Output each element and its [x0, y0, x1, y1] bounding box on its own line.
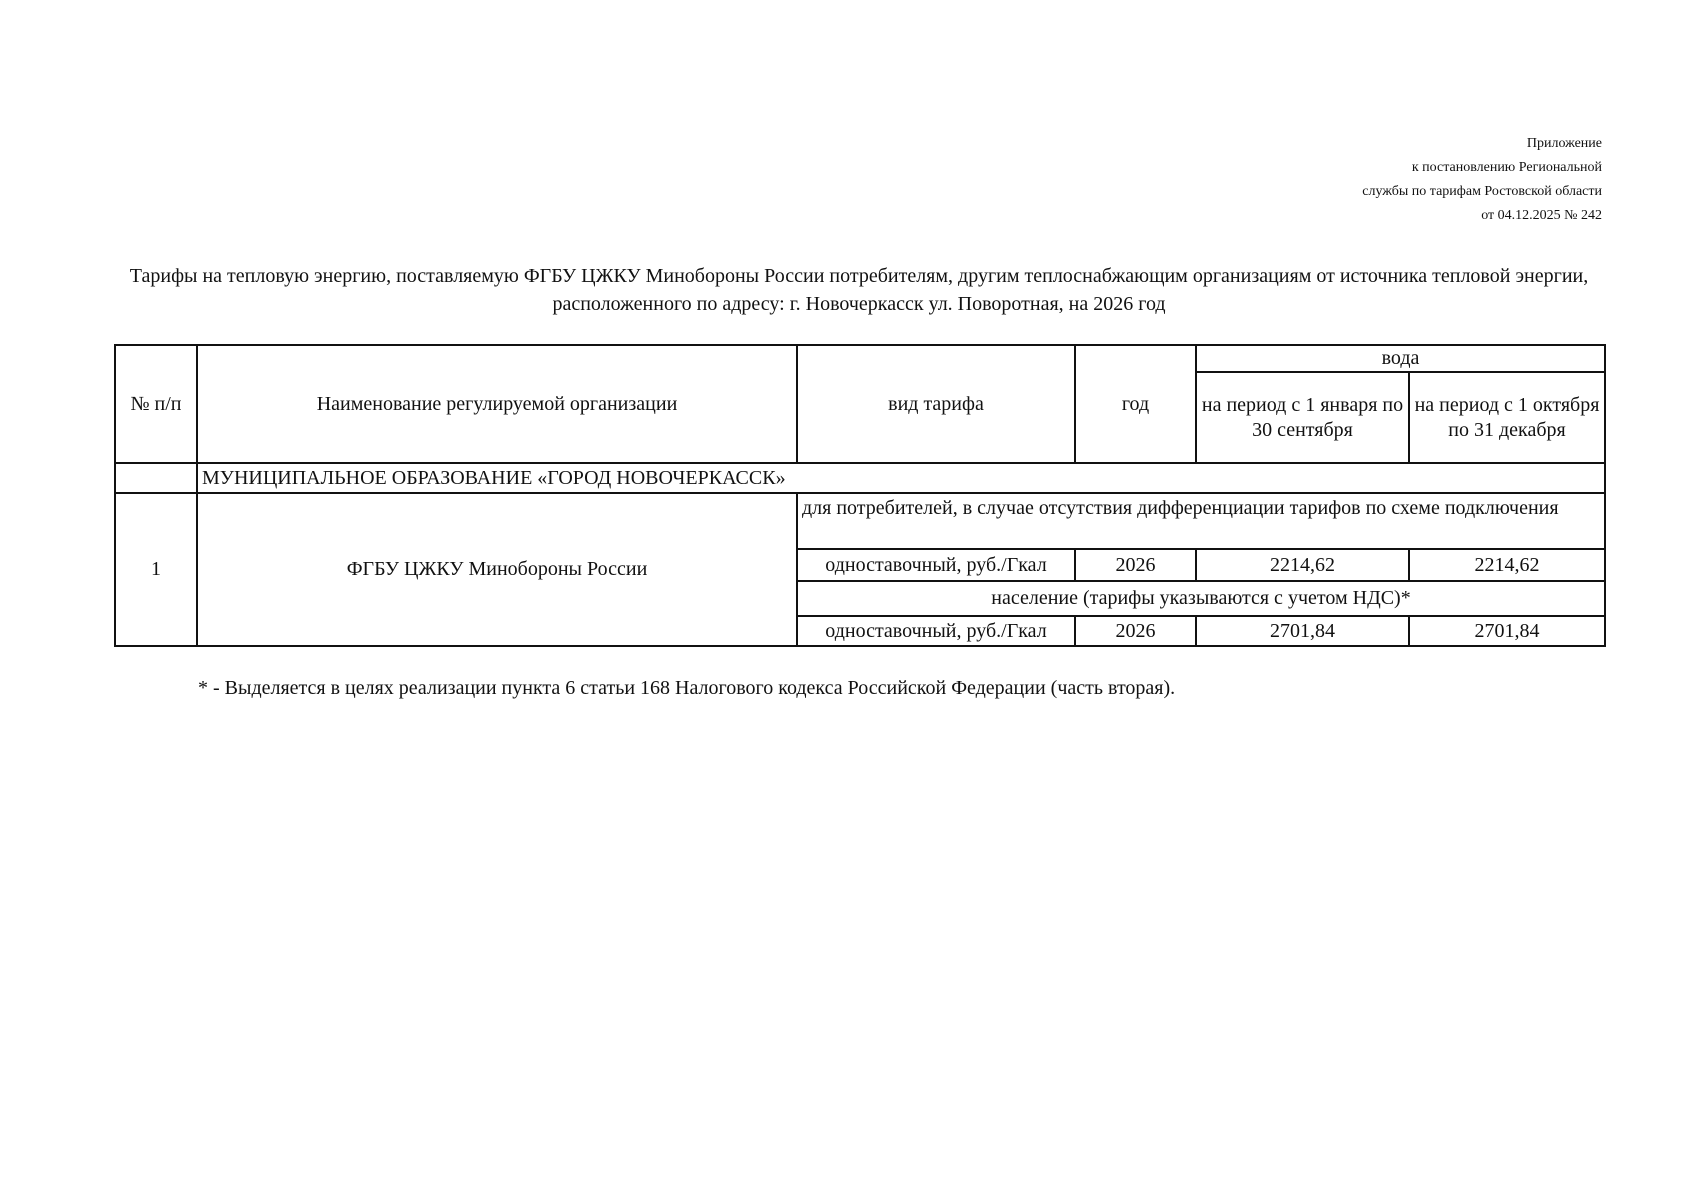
group-2-tariff-type: одноставочный, руб./Гкал: [797, 616, 1075, 646]
appendix-line-1: Приложение: [1526, 136, 1602, 151]
tariff-table: [114, 344, 1606, 647]
group-1-tariff-type: одноставочный, руб./Гкал: [797, 549, 1075, 581]
header-row-1: [115, 345, 1605, 372]
row-number: 1: [115, 493, 197, 646]
header-period-1: на период с 1 января по 30 сентября: [1196, 372, 1409, 463]
group-2-period-1-value: 2701,84: [1196, 616, 1409, 646]
municipality-row: [115, 463, 1605, 493]
group-2-label: население (тарифы указываются с учетом НДС)*: [797, 581, 1605, 616]
appendix-header: [1362, 132, 1602, 228]
header-period-2: на период с 1 октября по 31 декабря: [1409, 372, 1605, 463]
header-water: вода: [1196, 345, 1605, 372]
group-1-period-1-value: 2214,62: [1196, 549, 1409, 581]
header-tariff-type: вид тарифа: [797, 345, 1075, 463]
group-2-year: 2026: [1075, 616, 1196, 646]
organization-name: ФГБУ ЦЖКУ Минобороны России: [197, 493, 797, 646]
group-1-year: 2026: [1075, 549, 1196, 581]
header-number: № п/п: [115, 345, 197, 463]
header-year: год: [1075, 345, 1196, 463]
group-2-period-2-value: 2701,84: [1409, 616, 1605, 646]
group-1-label-row: [115, 493, 1605, 549]
municipality-name: МУНИЦИПАЛЬНОЕ ОБРАЗОВАНИЕ «ГОРОД НОВОЧЕРКАССК»: [197, 463, 1605, 493]
appendix-line-4: от 04.12.2025 № 242: [1481, 208, 1602, 223]
document-title: Тарифы на тепловую энергию, поставляемую ФГБУ ЦЖКУ Минобороны России потребителям, другим теплоснабжающим организациям от источника тепловой энергии, расположенного по адресу: г. Новочеркасск ул. Поворотная, на 2026 год: [129, 265, 1589, 315]
group-1-label: для потребителей, в случае отсутствия дифференциации тарифов по схеме подключения: [797, 493, 1605, 549]
header-organization: Наименование регулируемой организации: [197, 345, 797, 463]
appendix-line-3: службы по тарифам Ростовской области: [1362, 184, 1602, 199]
footnote: * - Выделяется в целях реализации пункта 6 статьи 168 Налогового кодекса Российской Федерации (часть вторая).: [198, 677, 1176, 699]
group-1-period-2-value: 2214,62: [1409, 549, 1605, 581]
appendix-line-2: к постановлению Региональной: [1411, 160, 1602, 175]
municipality-number-cell: [115, 463, 197, 493]
